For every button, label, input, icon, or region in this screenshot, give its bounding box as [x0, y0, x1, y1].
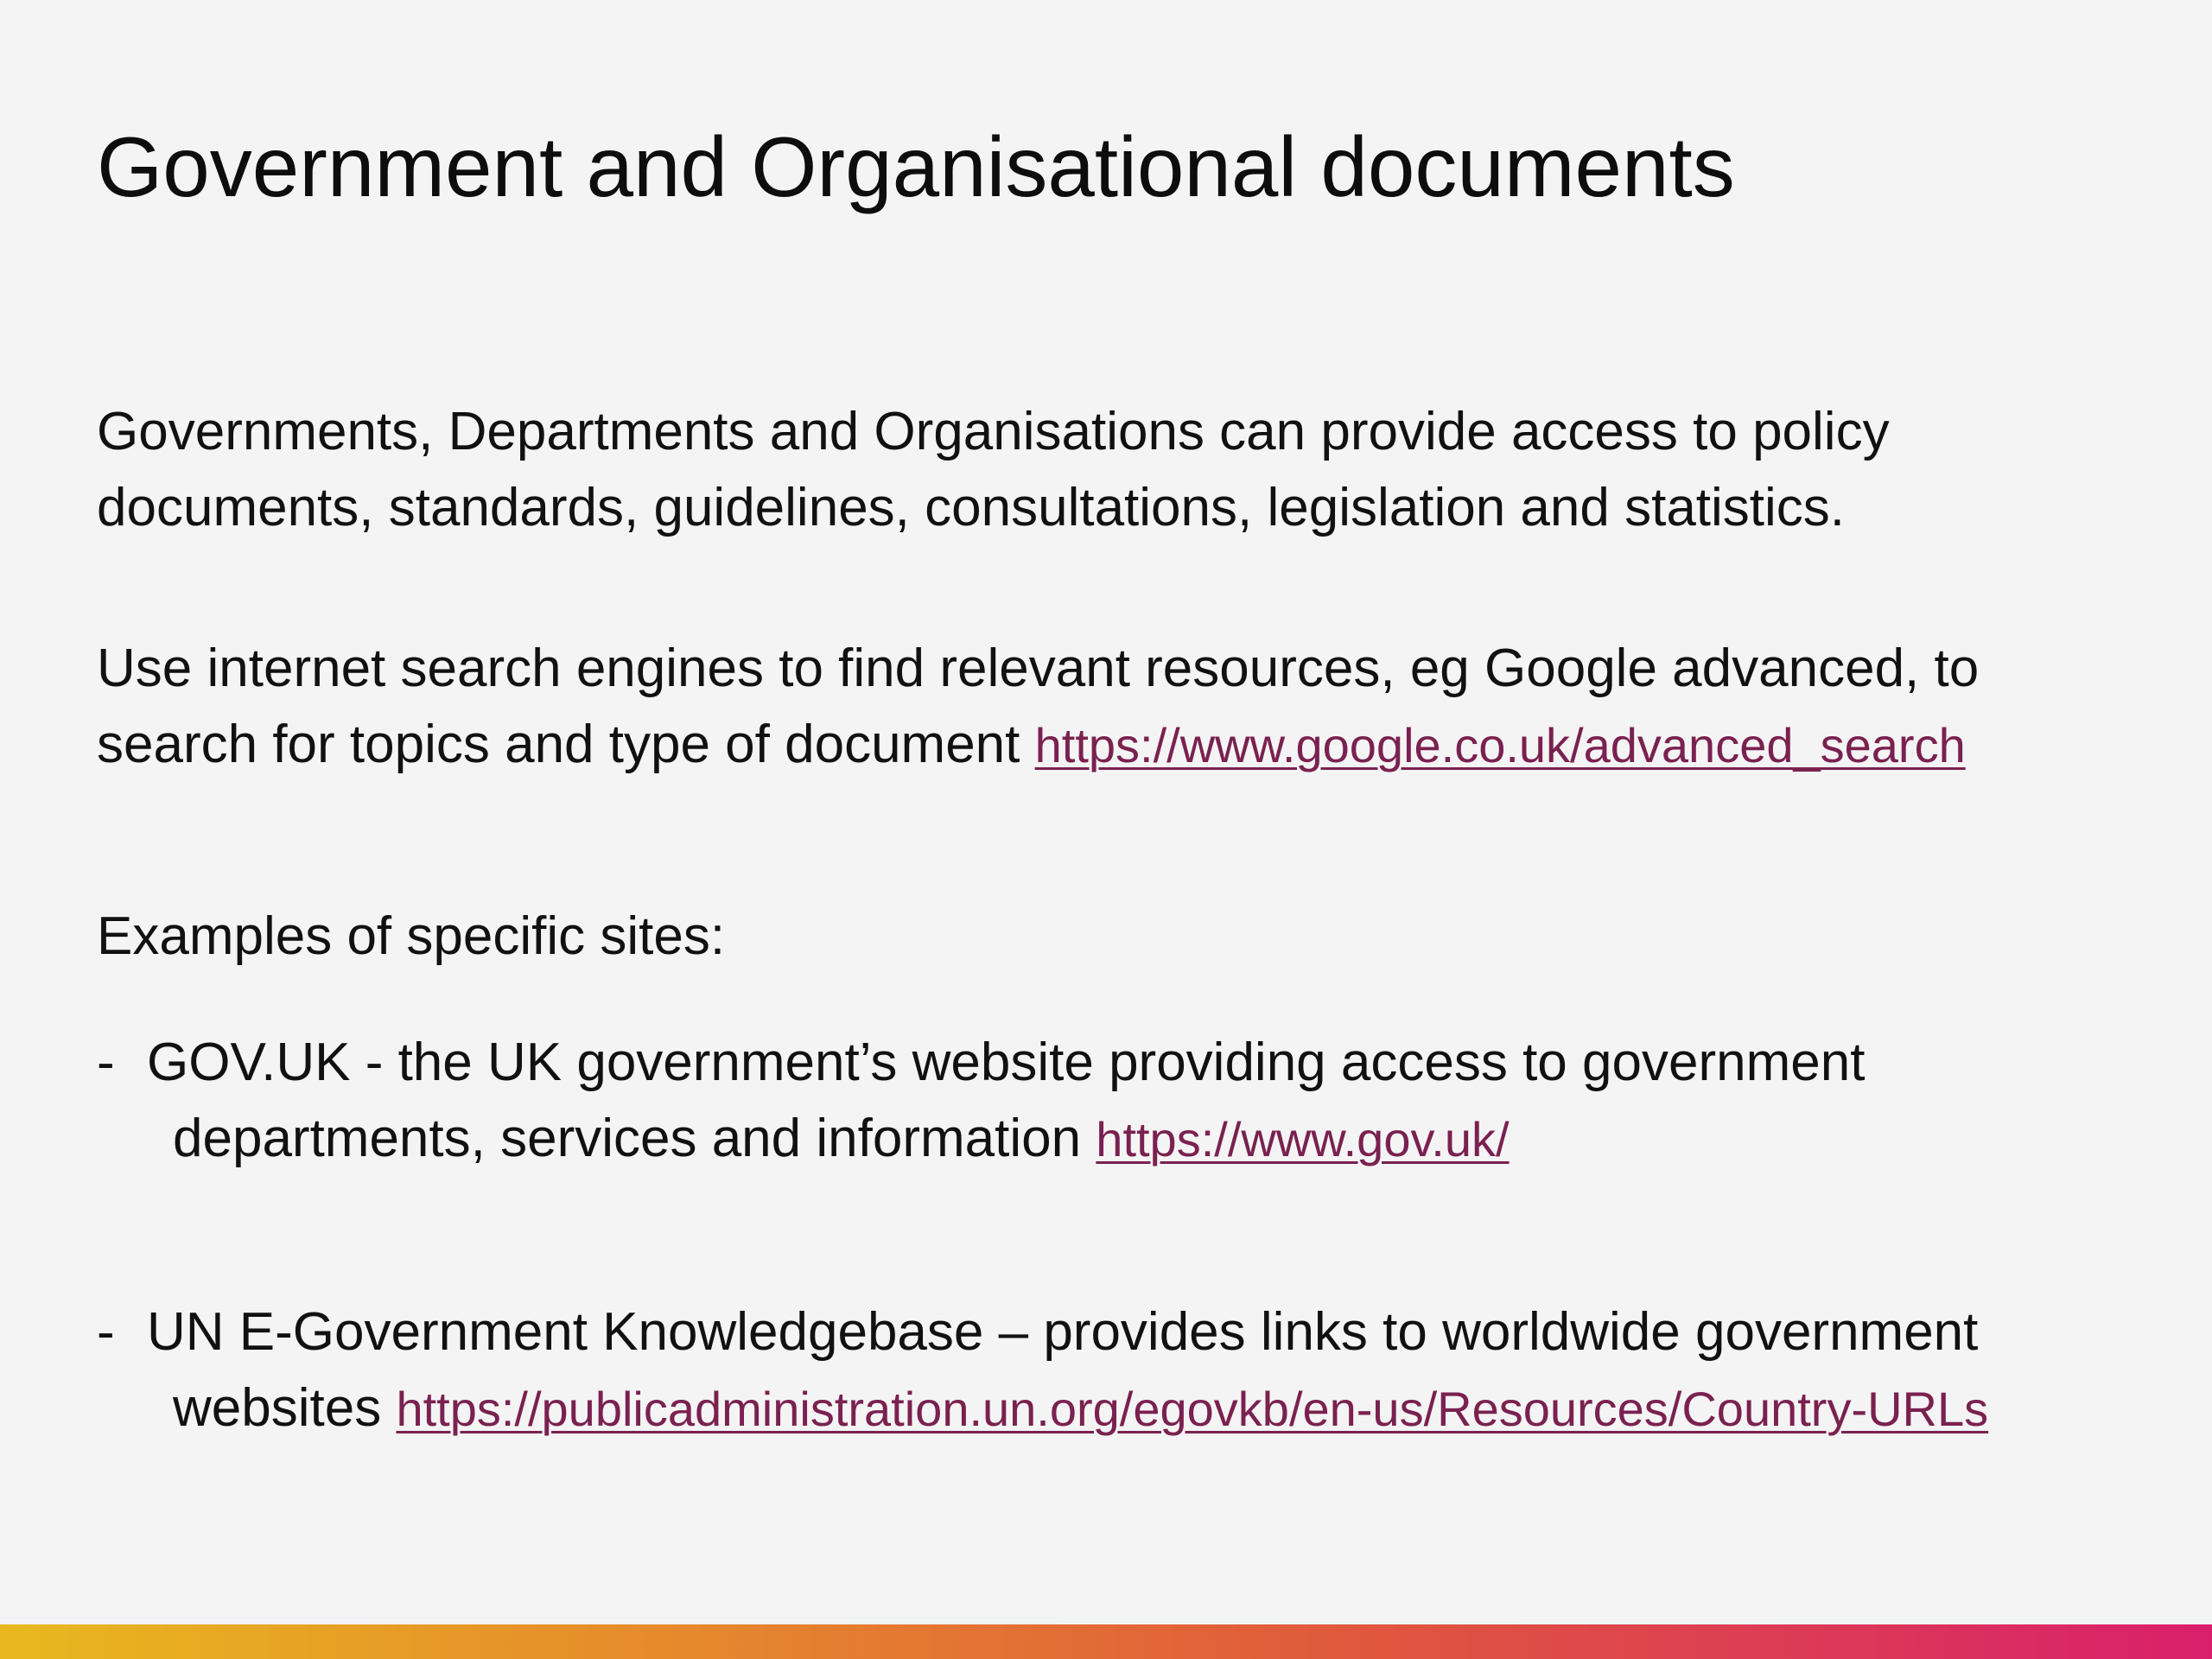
list-item-text [97, 1025, 2136, 1178]
list-bullet: - [97, 1302, 115, 1362]
slide-title: Government and Organisational documents [97, 119, 1735, 214]
examples-heading: Examples of specific sites: [97, 906, 726, 966]
list-item-description: GOV.UK - the UK government’s website providing access to government departments, services and information [147, 1033, 1866, 1168]
list-item-description: UN E-Government Knowledgebase – provides links to worldwide government websites [147, 1302, 1979, 1438]
search-tip-text: Use internet search engines to find relevant resources, eg Google advanced, to search for topics and type of document [97, 639, 1980, 774]
list-item-text [97, 1294, 2136, 1447]
list-item [97, 1025, 2136, 1178]
search-tip-paragraph [97, 631, 2136, 784]
un-egov-link[interactable]: https://publicadministration.un.org/egovkb/en-us/Resources/Country-URLs [396, 1382, 1989, 1436]
list-bullet: - [97, 1033, 115, 1092]
google-advanced-search-link[interactable]: https://www.google.co.uk/advanced_search [1034, 718, 1966, 772]
list-item [97, 1294, 2136, 1447]
intro-paragraph: Governments, Departments and Organisations can provide access to policy documents, standards, guidelines, consultations, legislation and statistics. [97, 402, 1890, 537]
gov-uk-link[interactable]: https://www.gov.uk/ [1096, 1112, 1510, 1166]
gradient-footer-bar [0, 1624, 2212, 1659]
